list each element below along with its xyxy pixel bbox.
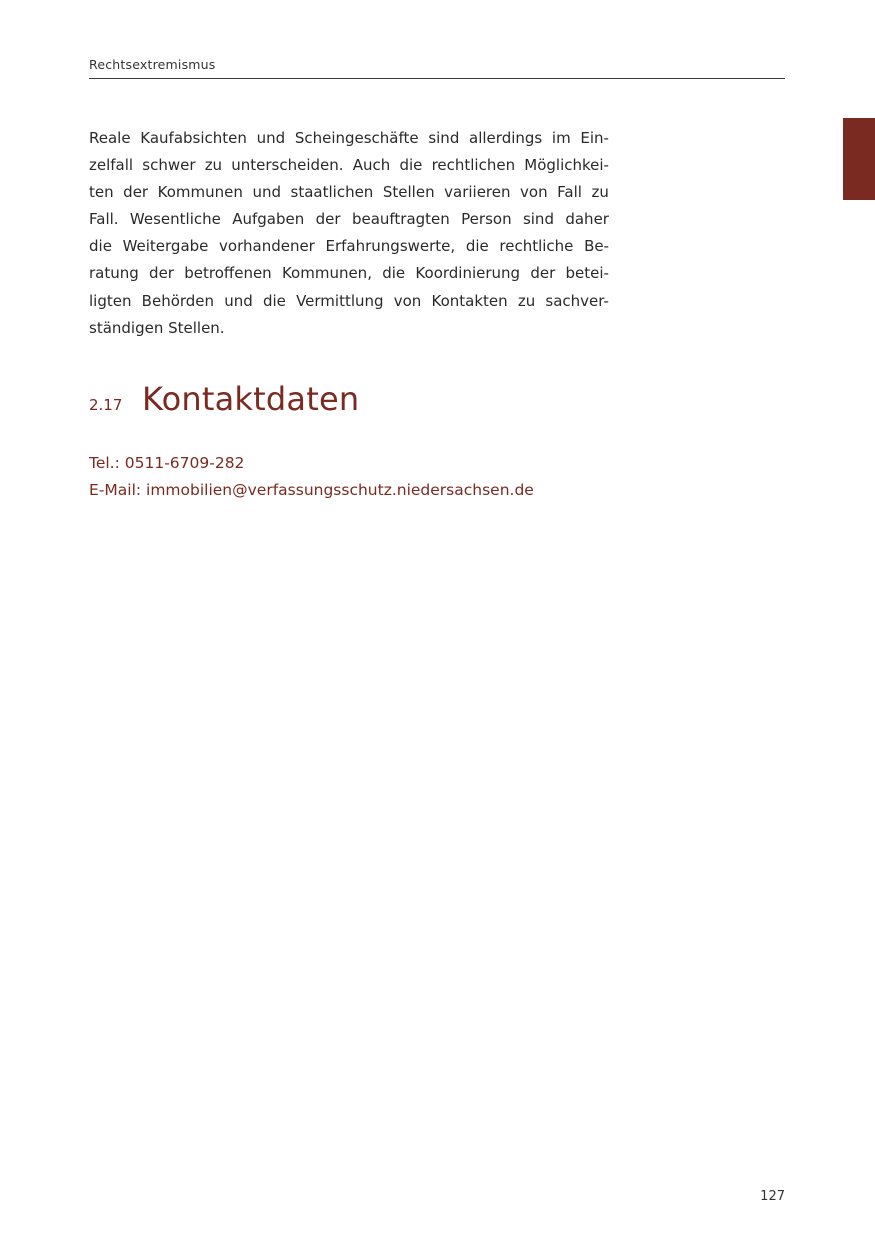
email-line: E-Mail: immobilien@verfassungsschutz.niedersachsen.de bbox=[89, 481, 534, 499]
contact-block bbox=[89, 450, 534, 504]
body-line bbox=[89, 288, 609, 315]
body-word: Wesentliche bbox=[129, 210, 221, 229]
body-word: Kontakten bbox=[431, 291, 508, 310]
body-word: rechtlichen bbox=[431, 156, 516, 175]
body-word: sind bbox=[522, 210, 554, 229]
body-word: die bbox=[399, 156, 423, 175]
body-word: Auch bbox=[352, 156, 391, 175]
body-word: zu bbox=[204, 156, 223, 175]
body-word: Koordinierung bbox=[415, 264, 521, 283]
body-word: die bbox=[382, 264, 406, 283]
body-word: unterscheiden. bbox=[231, 156, 344, 175]
section-title: Kontaktdaten bbox=[142, 380, 360, 418]
body-word: Stellen bbox=[382, 183, 435, 202]
body-word: und bbox=[224, 291, 253, 310]
phone-line: Tel.: 0511-6709-282 bbox=[89, 454, 245, 472]
body-word: Erfahrungswerte, bbox=[325, 237, 456, 256]
body-word: Fall bbox=[557, 183, 582, 202]
body-word: der bbox=[530, 264, 556, 283]
body-word: daher bbox=[565, 210, 609, 229]
chapter-tab-marker bbox=[843, 118, 875, 200]
body-word: betroffenen bbox=[184, 264, 272, 283]
body-word: die bbox=[262, 291, 286, 310]
section-number: 2.17 bbox=[89, 396, 123, 414]
body-line bbox=[89, 152, 609, 179]
body-word: variieren bbox=[444, 183, 511, 202]
body-word: ligten bbox=[89, 291, 132, 310]
body-word: der bbox=[123, 183, 149, 202]
body-word: Kommunen, bbox=[281, 264, 372, 283]
body-line: ständigen Stellen. bbox=[89, 318, 225, 337]
body-line bbox=[89, 125, 609, 152]
body-word: Kaufabsichten bbox=[140, 129, 247, 147]
body-word: die bbox=[465, 237, 489, 256]
body-word: schwer bbox=[142, 156, 196, 175]
body-word: von bbox=[520, 183, 548, 202]
body-word: Aufgaben bbox=[232, 210, 305, 229]
body-line bbox=[89, 179, 609, 206]
body-line bbox=[89, 206, 609, 233]
page-number: 127 bbox=[760, 1189, 785, 1204]
body-word: allerdings bbox=[469, 129, 543, 147]
running-header: Rechtsextremismus bbox=[89, 57, 216, 72]
body-word: zu bbox=[591, 183, 609, 202]
body-word: ratung bbox=[89, 264, 139, 283]
body-word: beauftragten bbox=[351, 210, 450, 229]
body-word: von bbox=[393, 291, 422, 310]
body-line bbox=[89, 260, 609, 287]
body-word: der bbox=[149, 264, 174, 283]
body-word: Ein- bbox=[580, 129, 609, 147]
body-word: Behörden bbox=[141, 291, 215, 310]
body-word: im bbox=[551, 129, 571, 147]
body-word: sind bbox=[428, 129, 460, 147]
body-word: Fall. bbox=[89, 210, 119, 229]
body-word: staatlichen bbox=[290, 183, 374, 202]
body-word: ten bbox=[89, 183, 114, 202]
section-heading bbox=[89, 380, 359, 418]
body-word: und bbox=[256, 129, 286, 147]
body-line bbox=[89, 233, 609, 260]
body-word: Be- bbox=[584, 237, 609, 256]
body-word: rechtliche bbox=[499, 237, 574, 256]
body-word: sachver- bbox=[545, 291, 609, 310]
body-word: vorhandener bbox=[219, 237, 315, 256]
body-paragraph bbox=[89, 125, 609, 342]
header-divider bbox=[89, 78, 785, 79]
body-word: und bbox=[252, 183, 281, 202]
body-word: Scheingeschäfte bbox=[294, 129, 419, 147]
body-word: Möglichkei- bbox=[524, 156, 609, 175]
body-word: Weitergabe bbox=[122, 237, 209, 256]
body-word: die bbox=[89, 237, 112, 256]
body-word: Kommunen bbox=[157, 183, 243, 202]
body-word: betei- bbox=[565, 264, 609, 283]
body-word: Vermittlung bbox=[296, 291, 384, 310]
body-word: zelfall bbox=[89, 156, 134, 175]
body-word: Person bbox=[461, 210, 512, 229]
body-word: Reale bbox=[89, 129, 131, 147]
body-word: zu bbox=[517, 291, 536, 310]
body-word: der bbox=[315, 210, 341, 229]
